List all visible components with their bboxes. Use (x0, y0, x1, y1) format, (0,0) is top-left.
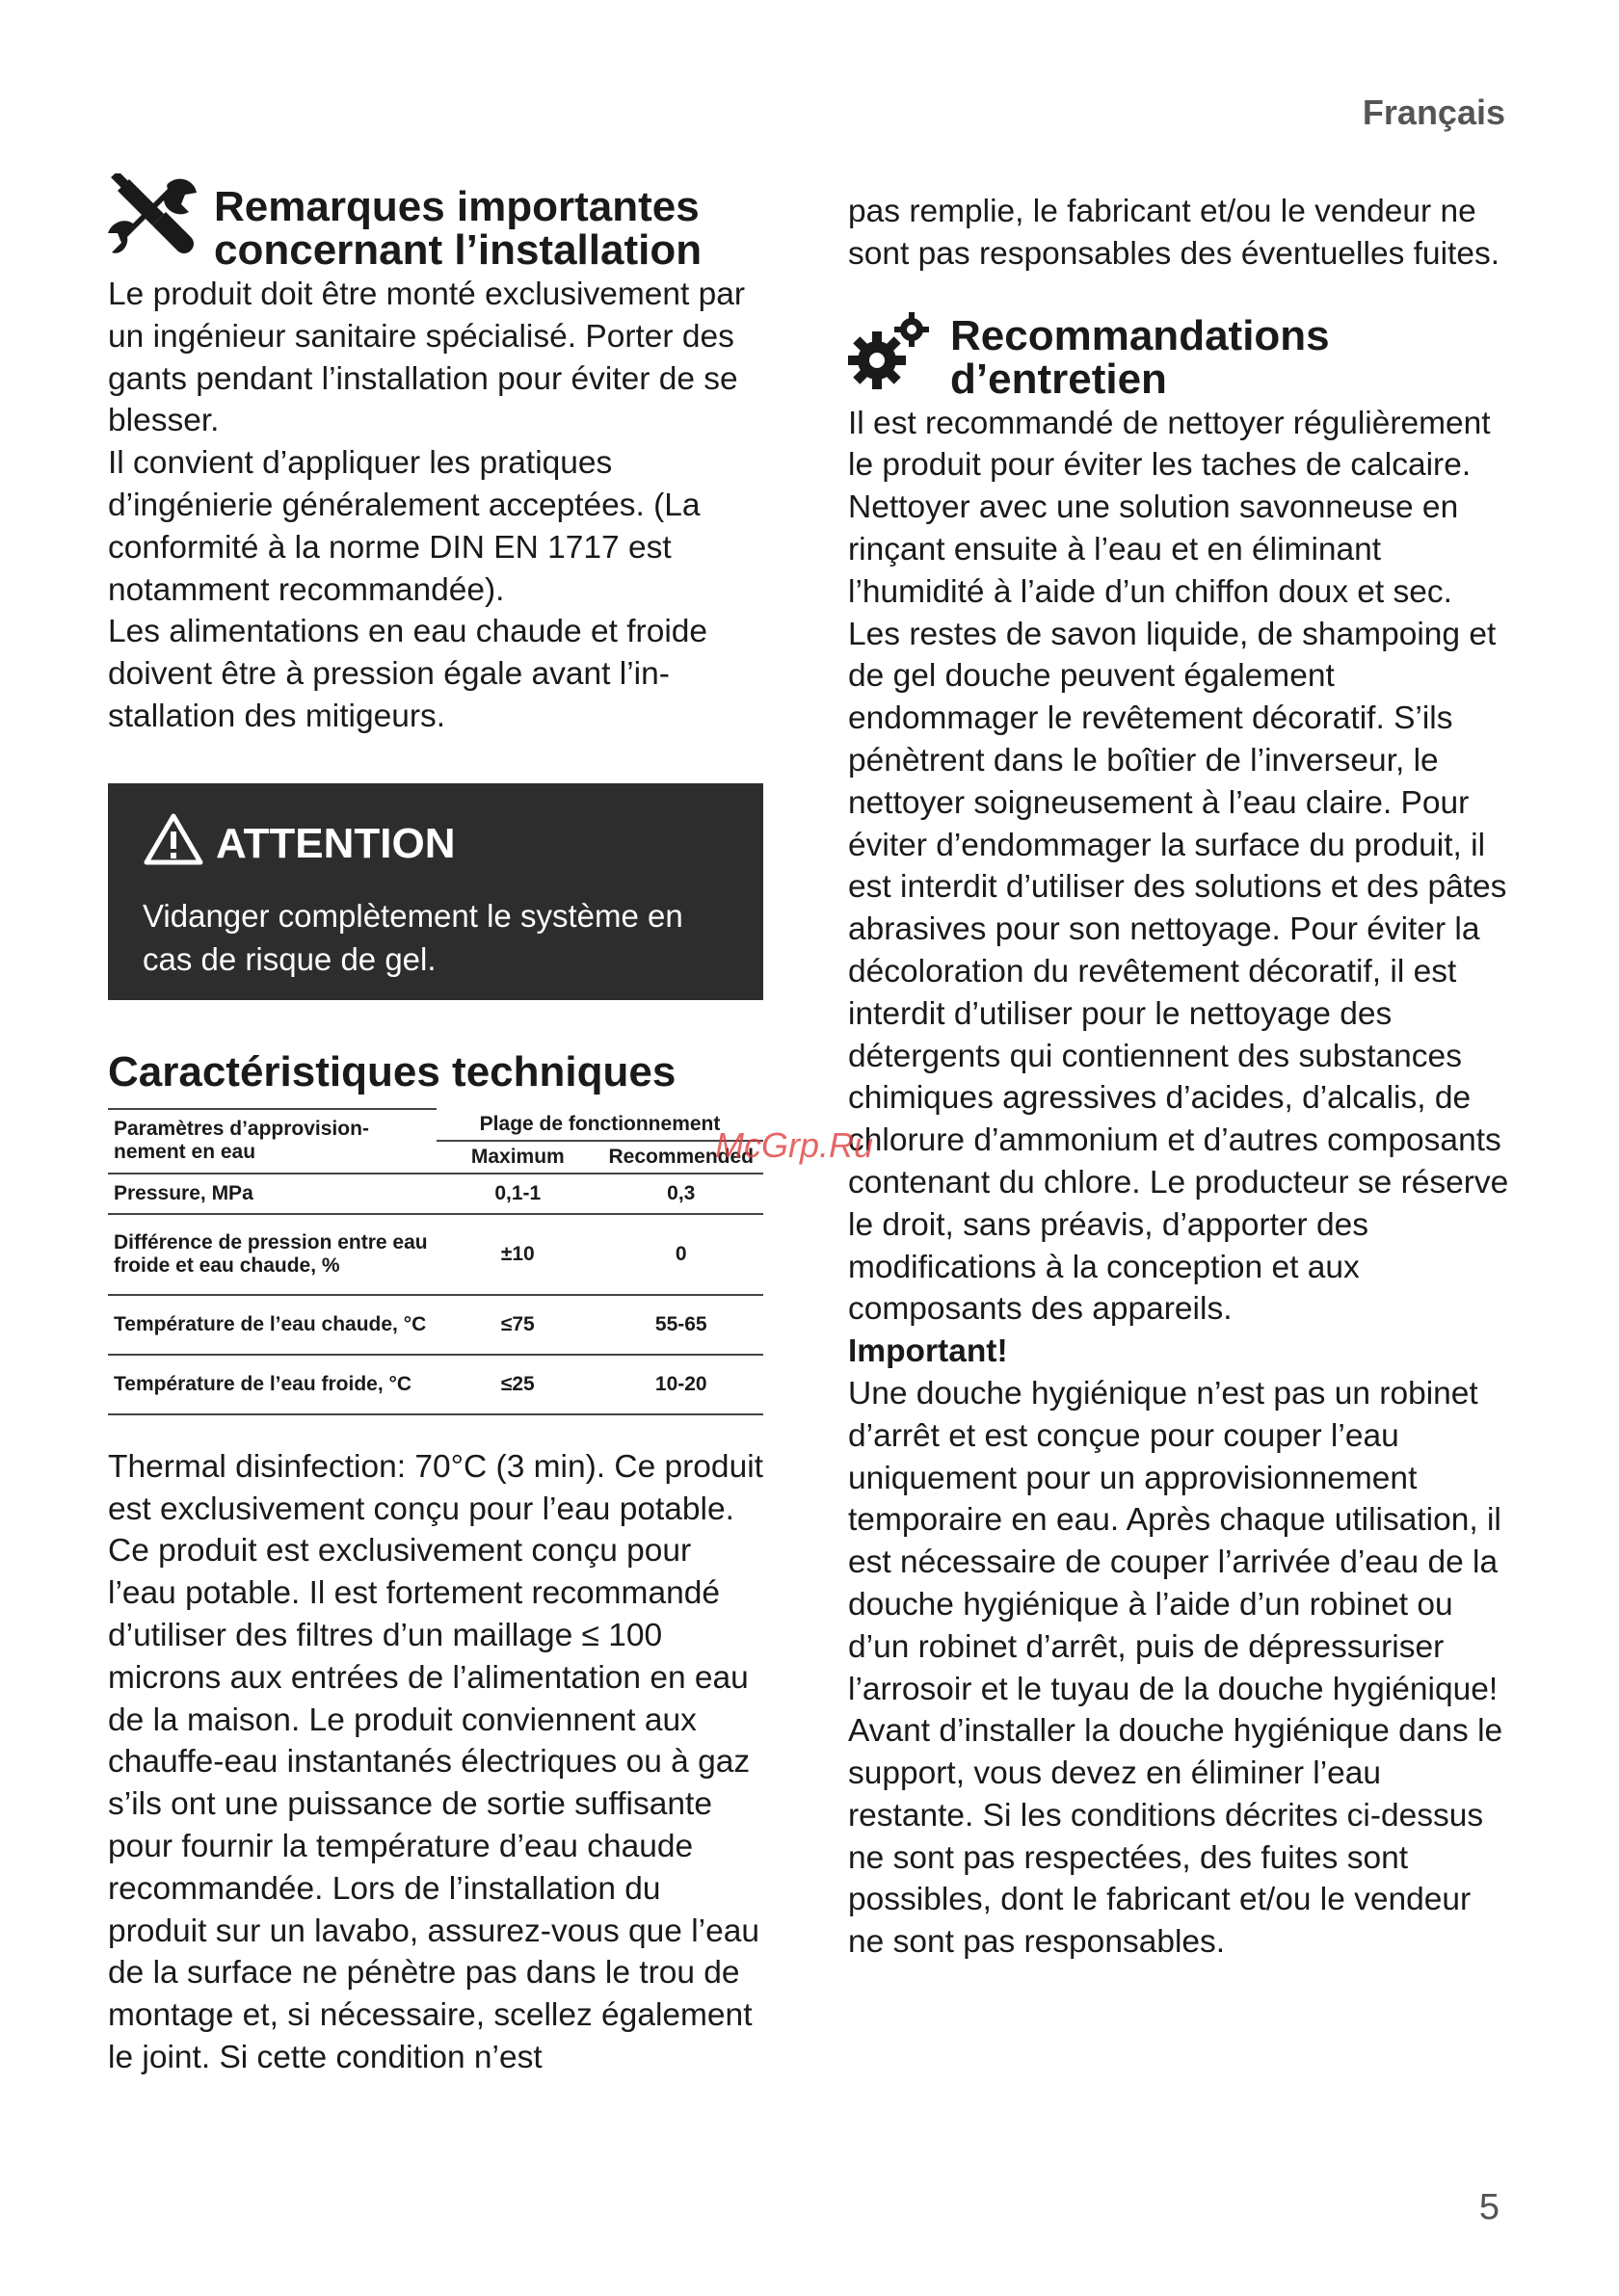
watermark: McGrp.Ru (715, 1125, 874, 1165)
specs-header-max: Maximum (470, 1145, 565, 1168)
installation-title (214, 185, 702, 272)
rec-cell: 10-20 (599, 1355, 764, 1414)
installation-heading (108, 173, 763, 272)
page-number: 5 (1478, 2187, 1500, 2228)
specs-table (108, 1108, 763, 1415)
param-cell: Température de l’eau froide, °C (108, 1355, 437, 1414)
maintenance-title (950, 311, 1330, 403)
installation-title-line2: concernant l’installation (214, 226, 703, 274)
param-cell: Pressure, MPa (108, 1174, 437, 1214)
maintenance-text: Il est recommandé de nettoyer régulièrement le produit pour éviter les taches de calcaire. Nettoyer avec une solution savonneuse en rinçant ensuite à l’eau et en éliminant l’humidité à l’aide d’un chiffon doux et sec. Les restes de savon liquide, de shampoing et de gel douche peuvent également endommager le revêtement décoratif. S’ils pénètrent dans le boîtier de l’inverseur, le nettoyer soigneusement à l’eau claire. Pour éviter d’endommager la surface du produit, il est interdit d’utiliser des solutions et des pâtes abrasives pour son nettoyage. Pour éviter la décoloration du revêtement décoratif, il est interdit d’utiliser pour le nettoyage des détergents qui contiennent des substances chimiques agressives d’acides, d’alcalis, de chlorure d’ammonium et d’autres composants contenant du chlore. Le producteur se réserve le droit, sans préavis, d’apporter des modifications à la conception et aux composants des appareils. (848, 405, 1509, 1328)
installation-para-3: Les alimentations en eau chaude et froide doivent être à pression égale avant l’installation des mitigeurs. (108, 614, 708, 734)
attention-title: ATTENTION (216, 820, 456, 868)
installation-title-line1: Remarques importantes (214, 183, 700, 230)
installation-text (108, 274, 763, 738)
rec-cell: 0 (599, 1214, 764, 1295)
specs-title: Caractéristiques techniques (108, 1047, 677, 1095)
attention-text: Vidanger complètement le système en cas de risque de gel. (143, 897, 683, 977)
table-row (108, 1214, 763, 1295)
gears-icon (848, 310, 933, 400)
maintenance-title-line1: Recommandations (950, 311, 1330, 359)
left-bottom-text: Thermal disinfection: 70°C (3 min). Ce produit est exclusivement conçu pour l’eau potable. Ce produit est exclusivement conçu pour l’eau potable. Il est fortement recommandé d’utiliser des filtres d’un maillage ≤ 100 microns aux entrées de l’alimentation en eau de la maison. Le produit conviennent aux chauffe-eau instantanés électriques ou à gaz s’ils ont une puissance de sortie suffisante pour fournir la température d’eau chaude recommandée. Lors de l’installation du produit sur un lavabo, assurez-vous que l’eau de la surface ne pénètre pas dans le trou de montage et, si nécessaire, scellez également le joint. Si cette condition n’est (108, 1448, 763, 2075)
tools-icon (108, 173, 200, 271)
language-label: Français (1362, 92, 1505, 132)
attention-box (108, 783, 763, 1000)
maintenance-title-line2: d’entretien (950, 355, 1167, 403)
max-cell: ≤75 (437, 1295, 598, 1355)
maintenance-heading (848, 310, 1513, 401)
max-cell: 0,1-1 (437, 1174, 598, 1214)
table-row (108, 1295, 763, 1355)
right-top-text: pas remplie, le fabricant et/ou le vendeur ne sont pas responsables des éventuelles fuites. (848, 194, 1500, 272)
specs-header-rec: Recommended (608, 1145, 755, 1168)
param-cell: Température de l’eau chaude, °C (108, 1295, 437, 1355)
rec-cell: 0,3 (599, 1174, 764, 1214)
important-text: Une douche hygiénique n’est pas un robinet d’arrêt et est conçue pour couper l’eau uniquement pour un approvisionnement temporaire en eau. Après chaque utilisation, il est nécessaire de couper l’arrivée d’eau de la douche hygiénique à l’aide d’un robinet ou d’un robinet d’arrêt, puis de dépressuriser l’arrosoir et le tuyau de la douche hygiénique! Avant d’installer la douche hygiénique dans le support, vous devez en éliminer l’eau restante. Si les conditions décrites ci-dessus ne sont pas respectées, des fuites sont possibles, dont le fabricant et/ou le vendeur ne sont pas responsables. (848, 1375, 1503, 1961)
table-row (108, 1355, 763, 1414)
installation-para-1: Le produit doit être monté exclusivement par un ingénieur sanitaire spécialisé. Porter des gants pendant l’installation pour éviter de se blesser. (108, 277, 746, 439)
installation-para-2: Il convient d’appliquer les pratiques d’ingénierie généralement acceptées. (La conformité à la norme DIN EN 1717 est notamment recommandée). (108, 445, 701, 608)
max-cell: ±10 (437, 1214, 598, 1295)
max-cell: ≤25 (437, 1355, 598, 1414)
important-label: Important! (848, 1333, 1008, 1370)
specs-header-range: Plage de fonctionnement (437, 1109, 763, 1141)
right-column (848, 191, 1513, 1964)
left-column (108, 173, 763, 2079)
attention-heading (143, 812, 734, 877)
table-row (108, 1174, 763, 1214)
warning-icon (143, 812, 216, 877)
rec-cell: 55-65 (599, 1295, 764, 1355)
specs-header-param: Paramètres d’approvisionnement en eau (108, 1109, 437, 1174)
param-cell: Différence de pression entre eau froide et eau chaude, % (108, 1214, 437, 1295)
